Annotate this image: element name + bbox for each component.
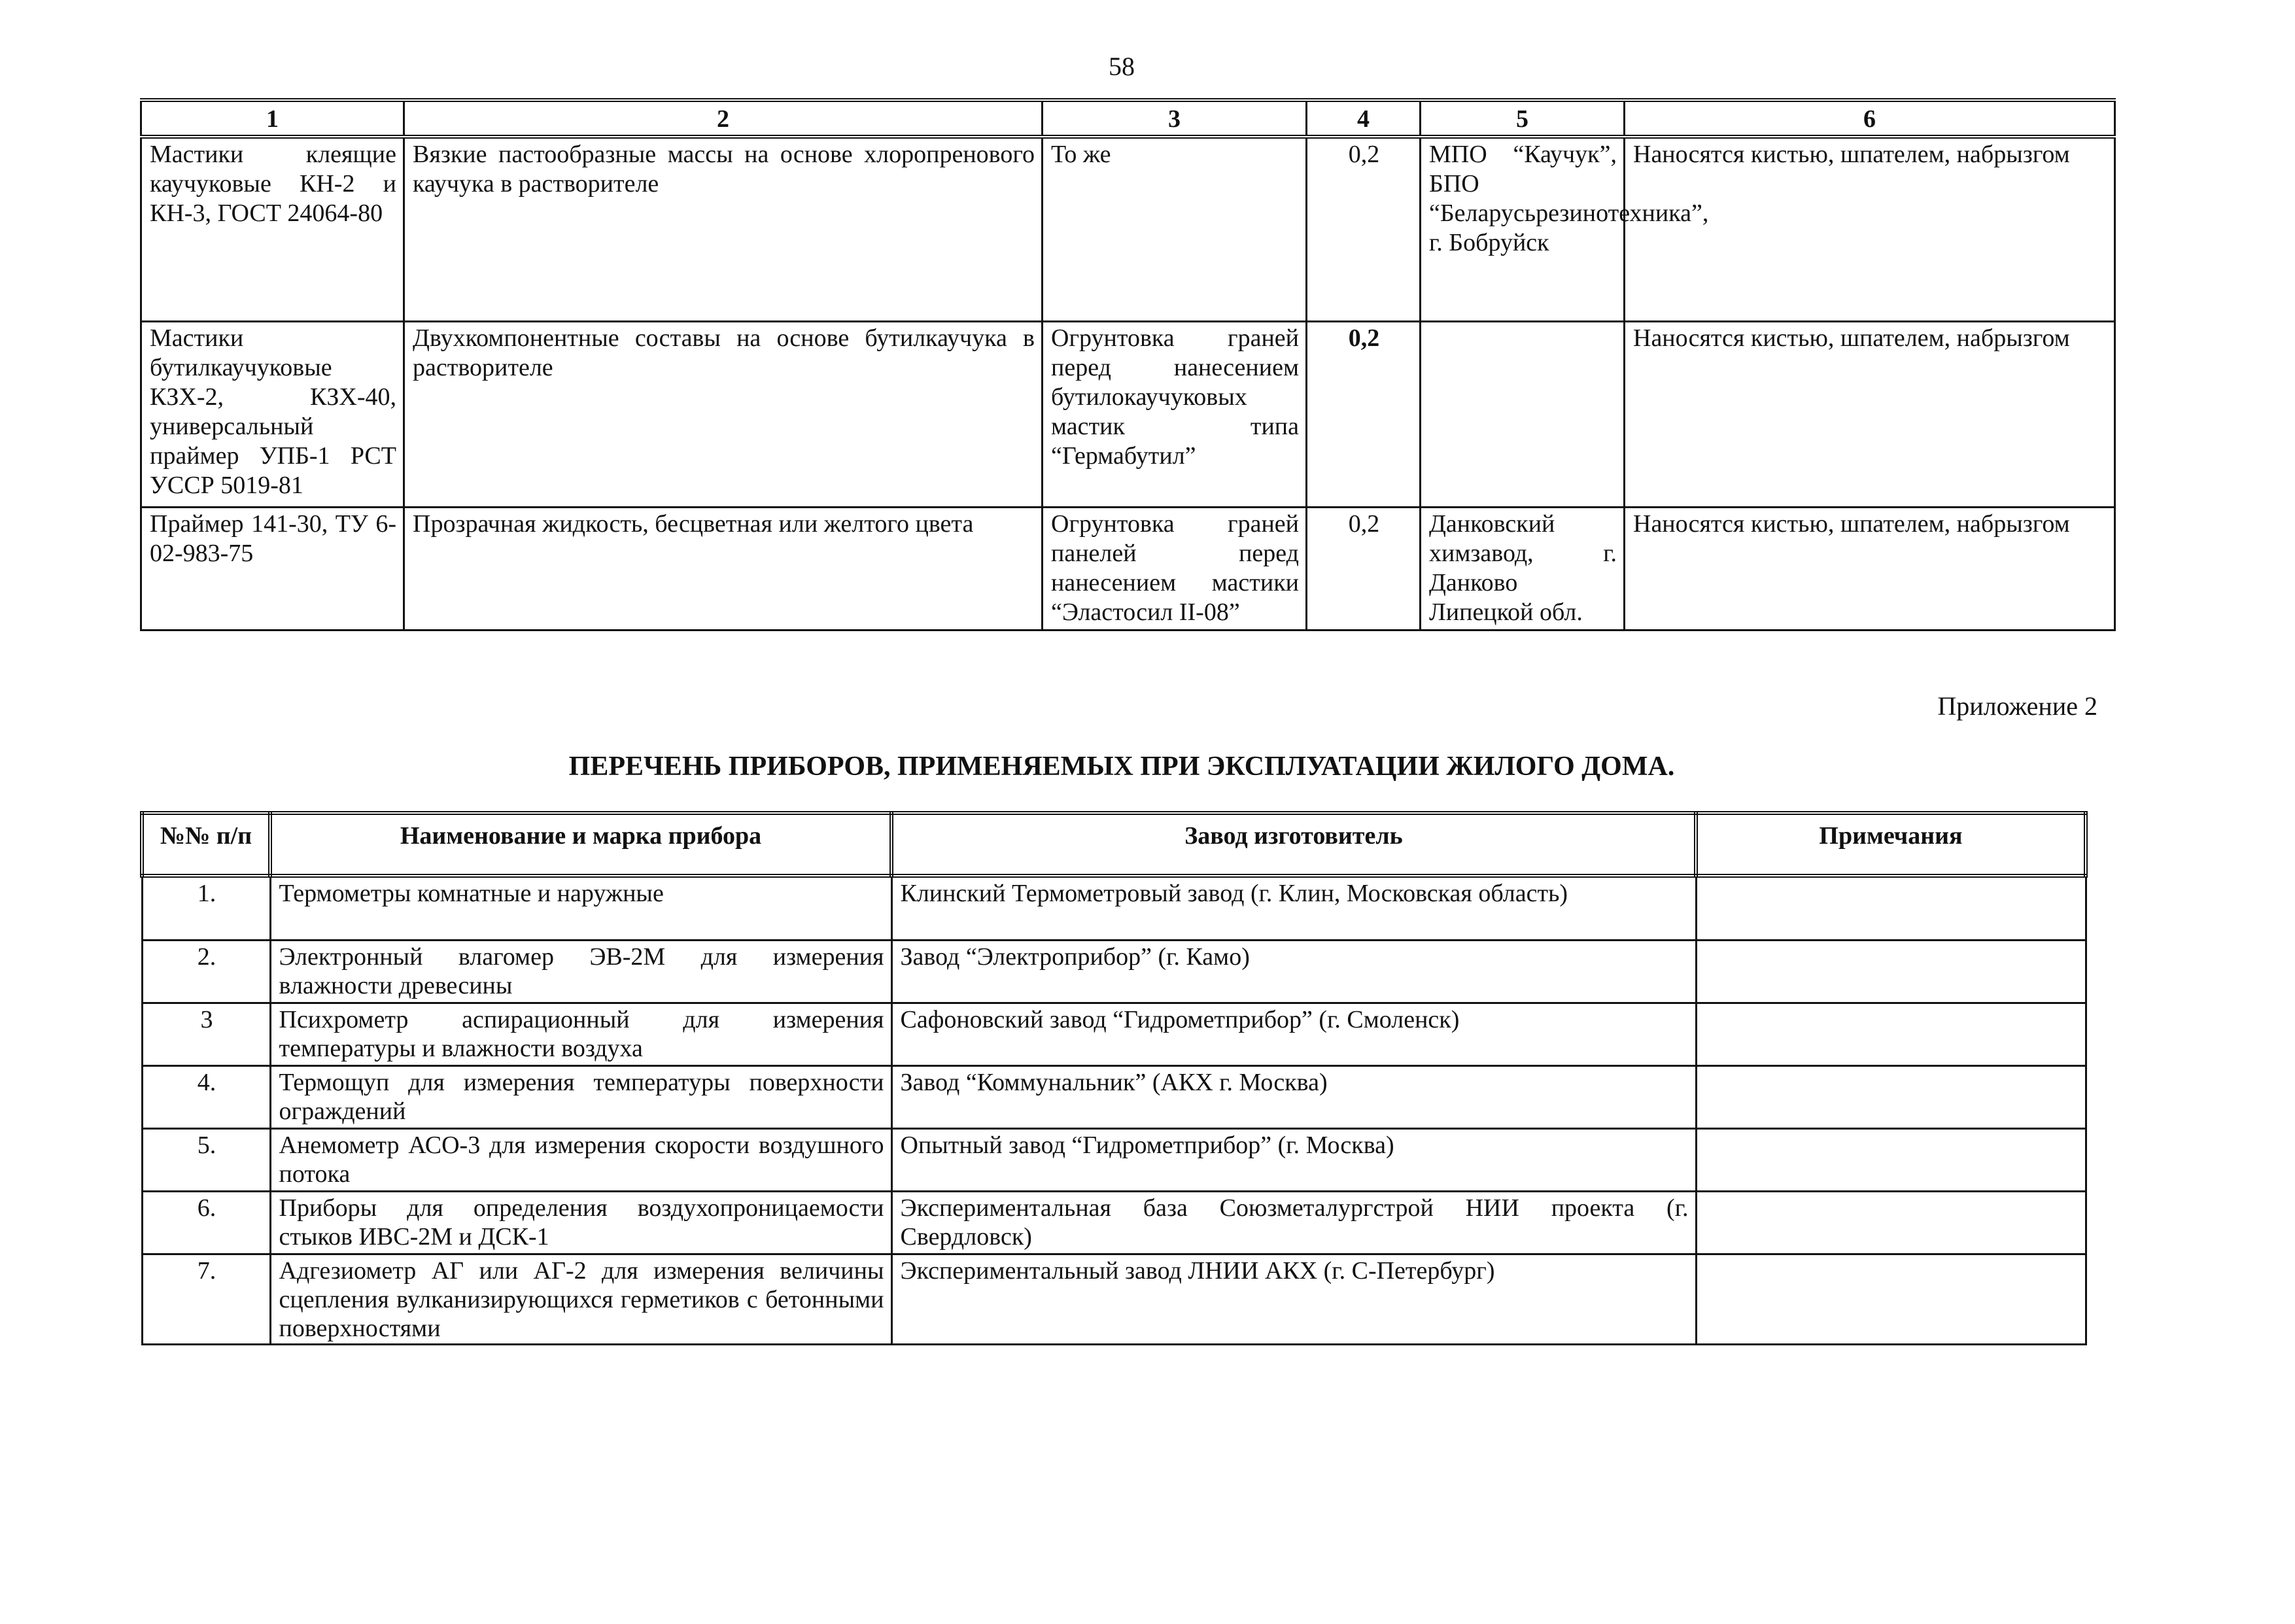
row-number-cell: 2. — [142, 940, 270, 1003]
column-header: Завод изготовитель — [891, 813, 1696, 876]
device-name-cell: Анемометр АСО-3 для измерения скорости воздушного потока — [270, 1128, 891, 1191]
column-header: Примечания — [1696, 813, 2086, 876]
materials-table-header-row — [141, 100, 2115, 137]
row-number-cell: 5. — [142, 1128, 270, 1191]
device-name-cell: Адгезиометр АГ или АГ-2 для измерения величины сцепления вулканизирующихся герметиков с бетонными поверхностями — [270, 1254, 891, 1344]
device-notes-cell — [1696, 940, 2086, 1003]
row-number-cell: 3 — [142, 1003, 270, 1065]
material-value-cell: 0,2 — [1307, 137, 1421, 321]
table-row — [142, 1191, 2086, 1254]
material-name-cell: Праймер 141-30, ТУ 6-02-983-75 — [141, 507, 404, 630]
material-application-cell: Наносятся кистью, шпателем, набрызгом — [1625, 321, 2115, 507]
column-header: 3 — [1043, 100, 1307, 137]
row-number-cell: 1. — [142, 876, 270, 940]
material-value-cell: 0,2 — [1307, 507, 1421, 630]
table-row — [141, 321, 2115, 507]
material-application-cell: Наносятся кистью, шпателем, набрызгом — [1625, 137, 2115, 321]
device-name-cell: Термометры комнатные и наружные — [270, 876, 891, 940]
device-manufacturer-cell: Завод “Электроприбор” (г. Камо) — [891, 940, 1696, 1003]
column-header: №№ п/п — [142, 813, 270, 876]
table-row — [142, 1128, 2086, 1191]
device-name-cell: Термощуп для измерения температуры поверхности ограждений — [270, 1065, 891, 1128]
column-header: 6 — [1625, 100, 2115, 137]
material-manufacturer-cell: МПО “Каучук”, БПО “Беларусьрезинотехника”, г. Бобруйск — [1421, 137, 1625, 321]
material-purpose-cell: То же — [1043, 137, 1307, 321]
column-header: Наименование и марка прибора — [270, 813, 891, 876]
table-row — [142, 940, 2086, 1003]
material-manufacturer-cell — [1421, 321, 1625, 507]
column-header: 2 — [404, 100, 1043, 137]
column-header: 4 — [1307, 100, 1421, 137]
row-number-cell: 4. — [142, 1065, 270, 1128]
device-manufacturer-cell: Экспериментальная база Союзметалургстрой НИИ проекта (г. Свердловск) — [891, 1191, 1696, 1254]
table-row — [142, 1065, 2086, 1128]
column-header: 1 — [141, 100, 404, 137]
material-purpose-cell: Огрунтовка граней перед нанесением бутилокаучуковых мастик типа “Гермабутил” — [1043, 321, 1307, 507]
row-number-cell: 6. — [142, 1191, 270, 1254]
material-manufacturer-cell: Данковский химзавод, г. Данково Липецкой обл. — [1421, 507, 1625, 630]
material-name-cell: Мастики клеящие каучуковые КН-2 и КН-3, ГОСТ 24064-80 — [141, 137, 404, 321]
device-notes-cell — [1696, 1065, 2086, 1128]
table-row — [142, 1254, 2086, 1344]
material-description-cell: Прозрачная жидкость, бесцветная или желтого цвета — [404, 507, 1043, 630]
device-notes-cell — [1696, 876, 2086, 940]
appendix-label: Приложение 2 — [1937, 691, 2097, 721]
column-header: 5 — [1421, 100, 1625, 137]
table-row — [142, 876, 2086, 940]
material-description-cell: Двухкомпонентные составы на основе бутилкаучука в растворителе — [404, 321, 1043, 507]
material-purpose-cell: Огрунтовка граней панелей перед нанесением мастики “Эластосил II-08” — [1043, 507, 1307, 630]
device-name-cell: Электронный влагомер ЭВ-2М для измерения влажности древесины — [270, 940, 891, 1003]
device-manufacturer-cell: Сафоновский завод “Гидрометприбор” (г. Смоленск) — [891, 1003, 1696, 1065]
material-application-cell: Наносятся кистью, шпателем, набрызгом — [1625, 507, 2115, 630]
devices-table-header-row — [142, 813, 2086, 876]
material-name-cell: Мастики бутилкаучуковые КЗХ-2, КЗХ-40, универсальный праймер УПБ-1 РСТ УССР 5019-81 — [141, 321, 404, 507]
devices-table — [140, 811, 2088, 1345]
device-notes-cell — [1696, 1128, 2086, 1191]
list-title: ПЕРЕЧЕНЬ ПРИБОРОВ, ПРИМЕНЯЕМЫХ ПРИ ЭКСПЛУАТАЦИИ ЖИЛОГО ДОМА. — [568, 752, 1675, 782]
device-name-cell: Психрометр аспирационный для измерения температуры и влажности воздуха — [270, 1003, 891, 1065]
material-description-cell: Вязкие пастообразные массы на основе хлоропренового каучука в растворителе — [404, 137, 1043, 321]
device-name-cell: Приборы для определения воздухопроницаемости стыков ИВС-2М и ДСК-1 — [270, 1191, 891, 1254]
device-notes-cell — [1696, 1003, 2086, 1065]
table-row — [141, 507, 2115, 630]
device-notes-cell — [1696, 1191, 2086, 1254]
table-row — [142, 1003, 2086, 1065]
device-notes-cell — [1696, 1254, 2086, 1344]
row-number-cell: 7. — [142, 1254, 270, 1344]
device-manufacturer-cell: Клинский Термометровый завод (г. Клин, Московская область) — [891, 876, 1696, 940]
device-manufacturer-cell: Завод “Коммунальник” (АКХ г. Москва) — [891, 1065, 1696, 1128]
device-manufacturer-cell: Экспериментальный завод ЛНИИ АКХ (г. С-Петербург) — [891, 1254, 1696, 1344]
materials-table — [140, 98, 2116, 631]
table-row — [141, 137, 2115, 321]
device-manufacturer-cell: Опытный завод “Гидрометприбор” (г. Москва) — [891, 1128, 1696, 1191]
page-number: 58 — [1109, 52, 1135, 81]
material-value-cell: 0,2 — [1307, 321, 1421, 507]
